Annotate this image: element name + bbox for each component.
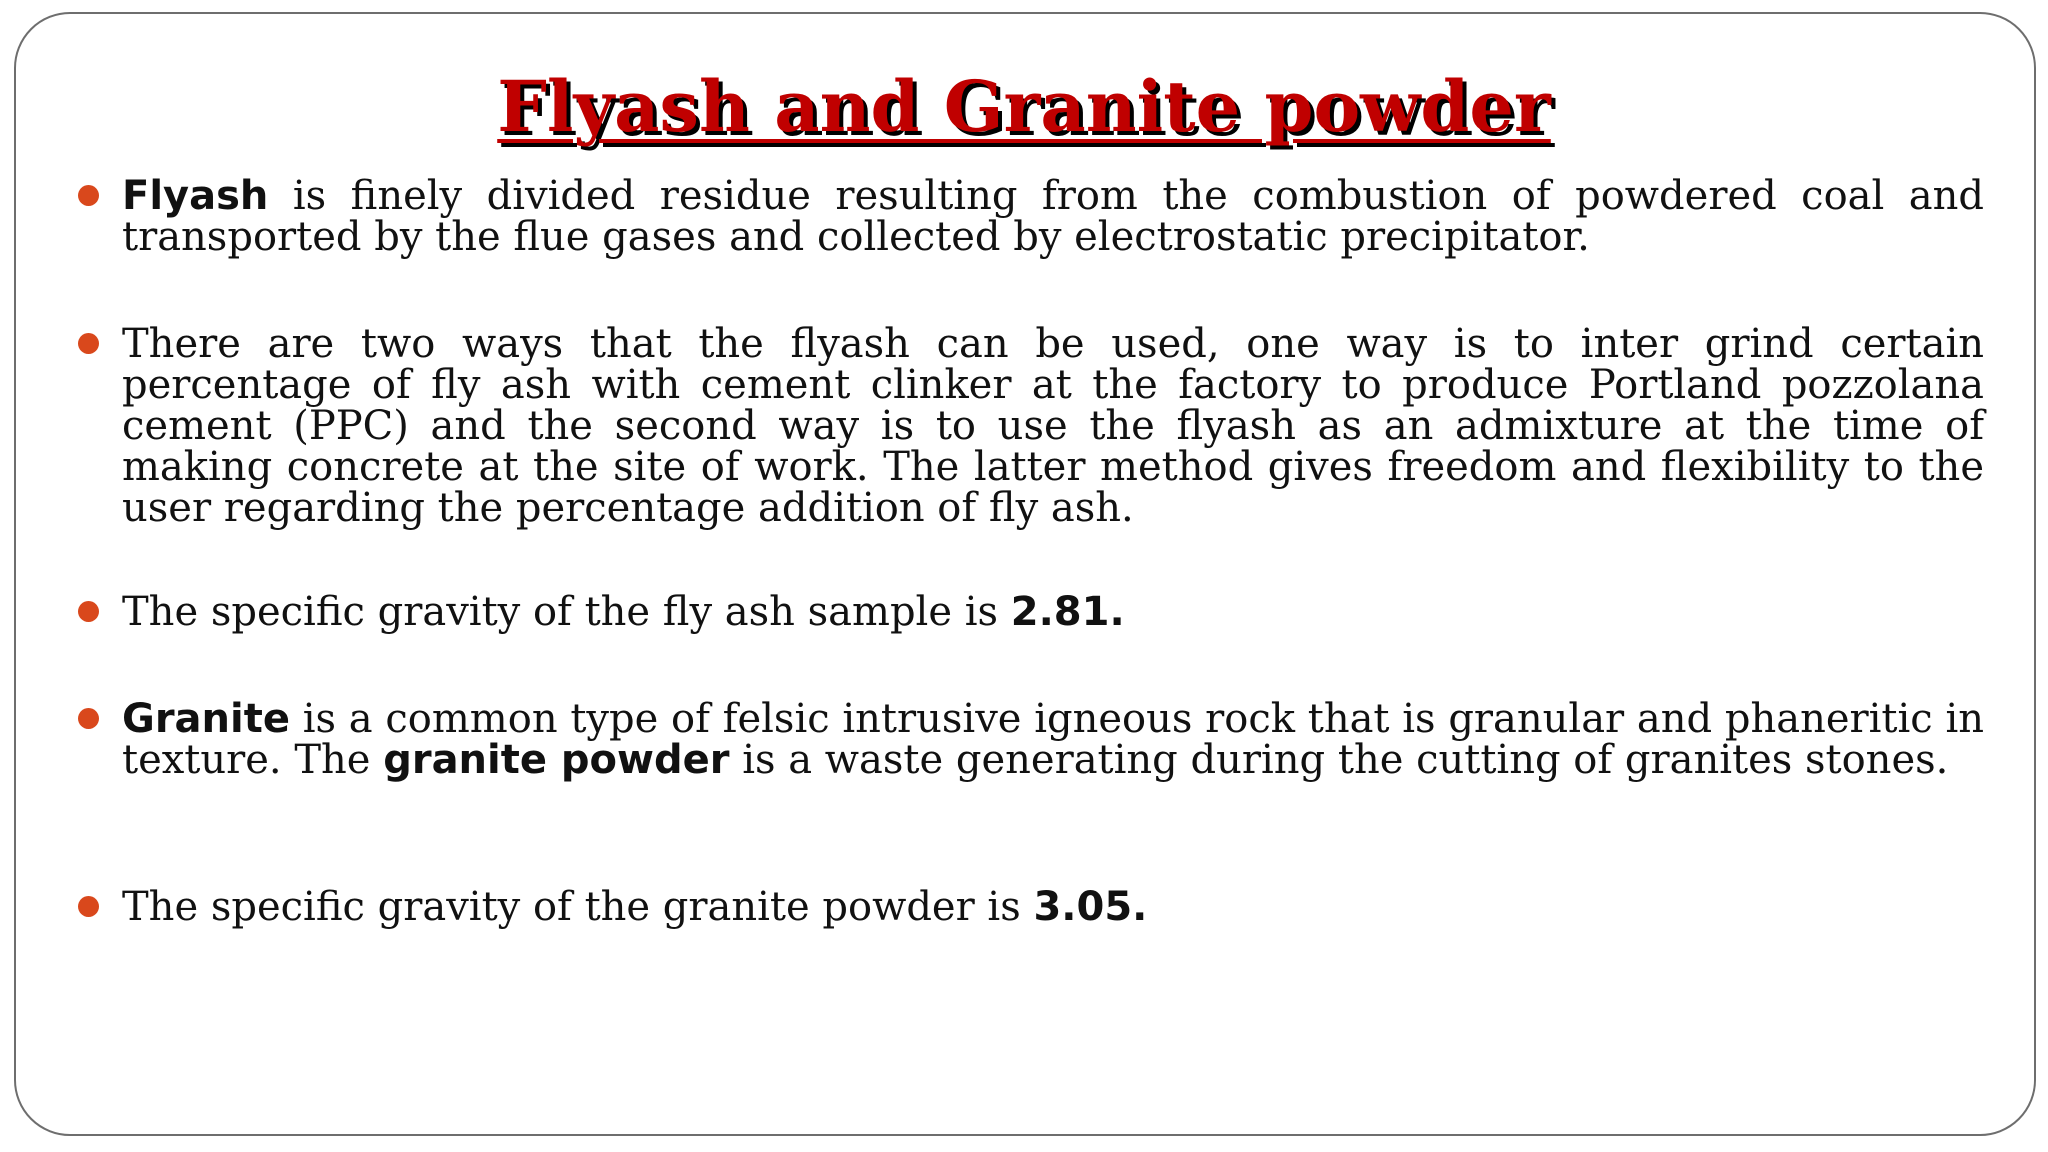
bullet-value: 3.05. <box>1033 884 1148 930</box>
bullet-dot-icon <box>78 333 99 354</box>
bullet-text: The specific gravity of the fly ash sample is <box>122 589 1011 635</box>
bullet-text-continued: is a waste generating during the cutting of granites stones. <box>729 737 1949 783</box>
bullet-lead-term: Flyash <box>122 173 269 219</box>
bullet-text: is a common type of felsic intrusive igneous rock that is granular and phaneritic in texture. The <box>122 696 1984 783</box>
bullet-dot-icon <box>78 601 99 622</box>
bullet-value: 2.81. <box>1010 589 1125 635</box>
bullet-flyash-gravity <box>122 589 1984 635</box>
bullet-text: is finely divided residue resulting from the combustion of powdered coal and transported by the flue gases and collected by electrostatic precipitator. <box>122 173 1984 260</box>
bullet-granite-definition <box>122 696 1984 783</box>
bullet-lead-term: Granite <box>122 696 290 742</box>
bullet-flyash-definition <box>122 173 1984 260</box>
bullet-text: There are two ways that the flyash can be used, one way is to inter grind certain percentage of fly ash with cement clinker at the factory to produce Portland pozzolana cement (PPC) and the second way is to use the flyash as an admixture at the time of making concrete at the site of work. The latter method gives freedom and flexibility to the user regarding the percentage addition of fly ash. <box>122 321 1984 531</box>
bullet-mid-term: granite powder <box>383 737 730 783</box>
bullet-granite-gravity <box>122 884 1984 930</box>
bullet-text: The specific gravity of the granite powder is <box>122 884 1034 930</box>
bullet-flyash-usage <box>122 321 1984 531</box>
slide-title: Flyash and Granite powder <box>497 65 1551 148</box>
bullet-dot-icon <box>78 185 99 206</box>
bullet-dot-icon <box>78 896 99 917</box>
bullet-dot-icon <box>78 708 99 729</box>
